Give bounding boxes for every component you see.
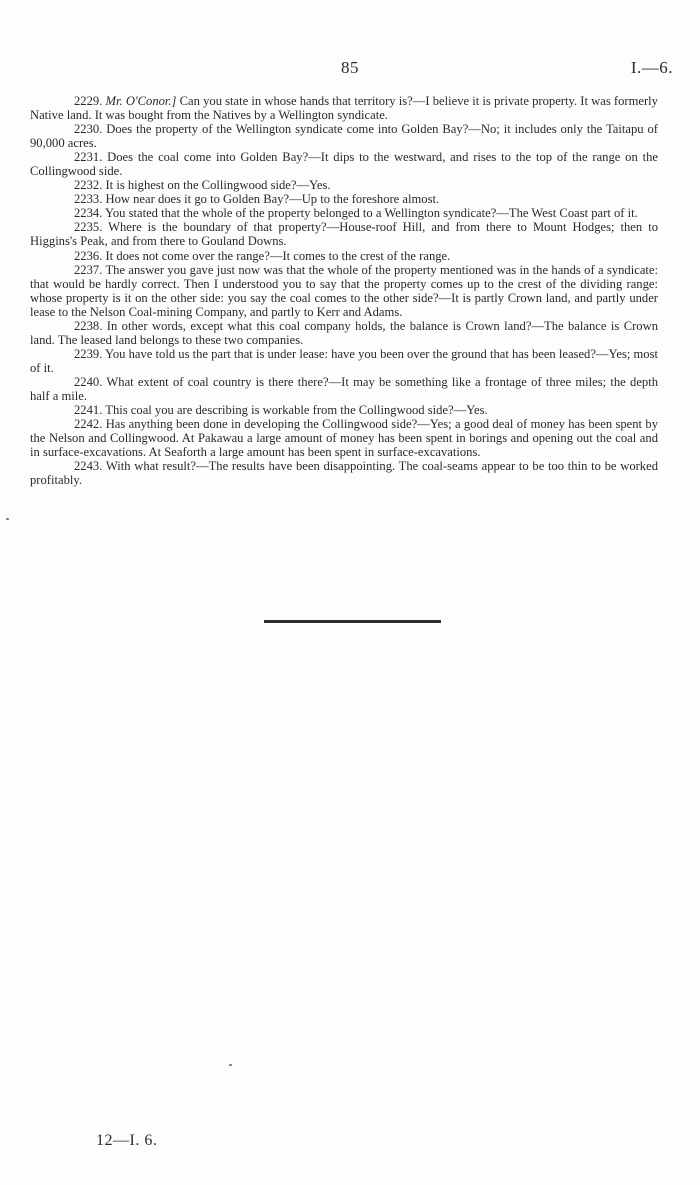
question-number: 2234. <box>74 206 103 221</box>
scan-speck <box>229 1064 232 1066</box>
paragraph-text: Does the property of the Wellington syndicate come into Golden Bay?—No; it includes only the Taitapu of 90,000 acres. <box>30 122 658 151</box>
question-number: 2236. <box>74 248 103 263</box>
document-reference: I.—6. <box>630 58 673 77</box>
paragraph-text: How near does it go to Golden Bay?—Up to the foreshore almost. <box>102 192 440 207</box>
question-paragraph <box>30 375 658 403</box>
speaker-name: Mr. O'Conor.] <box>105 94 177 108</box>
question-number: 2231. <box>74 150 103 165</box>
question-paragraph <box>30 263 658 319</box>
question-number: 2235. <box>74 220 103 235</box>
question-paragraph <box>30 206 658 220</box>
question-number: 2229. <box>74 94 103 108</box>
paragraph-text: It does not come over the range?—It comes to the crest of the range. <box>102 248 451 263</box>
paragraph-text: Has anything been done in developing the Collingwood side?—Yes; a good deal of money has been spent by the Nelson and Collingwood. At Pakawau a large amount of money has been spent in borings and opening out the coal and in surface-excavations. At Seaforth a large amount has been spent in surface-excavations. <box>30 417 658 460</box>
paragraph-text: You have told us the part that is under lease: have you been over the ground that has been leased?—Yes; most of it. <box>30 346 658 375</box>
question-paragraph <box>30 122 658 150</box>
paragraph-text: Where is the boundary of that property?—House-roof Hill, and from there to Mount Hodges; then to Higgins's Peak, and from there to Gouland Downs. <box>30 220 658 249</box>
paragraph-text: What extent of coal country is there there?—It may be something like a frontage of three miles; the depth half a mile. <box>30 374 658 403</box>
paragraph-text: The answer you gave just now was that the whole of the property mentioned was in the hands of a syndicate: that would be hardly correct. Then I understood you to say that the property comes up to the crest of the dividing range: whose property is it on the other side: you say the coal comes to the other side?—It is partly Crown land, and partly under lease to the Nelson Coal-mining Company, and partly to Kerr and Adams. <box>30 262 658 319</box>
question-paragraph <box>30 192 658 206</box>
question-paragraph <box>30 220 658 248</box>
question-paragraph <box>30 459 658 487</box>
question-number: 2237. <box>74 262 103 277</box>
paragraph-text: This coal you are describing is workable from the Collingwood side?—Yes. <box>102 403 488 418</box>
paragraph-text: With what result?—The results have been disappointing. The coal-seams appear to be too thin to be worked profitably. <box>30 459 658 488</box>
signature-reference: 12—I. 6. <box>96 1132 158 1149</box>
paragraph-text: In other words, except what this coal company holds, the balance is Crown land?—The balance is Crown land. The leased land belongs to these two companies. <box>30 318 658 347</box>
page-number: 85 <box>341 58 359 77</box>
paragraph-text: Does the coal come into Golden Bay?—It dips to the westward, and rises to the top of the range on the Collingwood side. <box>30 150 658 179</box>
question-paragraph <box>30 94 658 122</box>
question-paragraph <box>30 319 658 347</box>
evidence-body <box>30 94 658 487</box>
question-number: 2241. <box>74 403 103 418</box>
question-paragraph <box>30 249 658 263</box>
question-paragraph <box>30 150 658 178</box>
question-number: 2233. <box>74 192 103 207</box>
question-paragraph <box>30 178 658 192</box>
paragraph-text: You stated that the whole of the property belonged to a Wellington syndicate?—The West Coast part of it. <box>102 206 638 221</box>
section-divider-rule <box>264 620 441 623</box>
question-number: 2238. <box>74 318 103 333</box>
question-paragraph <box>30 403 658 417</box>
question-number: 2230. <box>74 122 103 137</box>
scan-speck <box>6 518 9 520</box>
question-number: 2242. <box>74 417 103 432</box>
paragraph-text: It is highest on the Collingwood side?—Yes. <box>102 178 331 193</box>
question-number: 2243. <box>74 459 103 474</box>
question-paragraph <box>30 417 658 459</box>
question-number: 2240. <box>74 374 103 389</box>
question-number: 2232. <box>74 178 103 193</box>
question-number: 2239. <box>74 346 103 361</box>
paragraph-text: Can you state in whose hands that territory is?—I believe it is private property. It was formerly Native land. It was bought from the Natives by a Wellington syndicate. <box>30 94 658 123</box>
question-paragraph <box>30 347 658 375</box>
